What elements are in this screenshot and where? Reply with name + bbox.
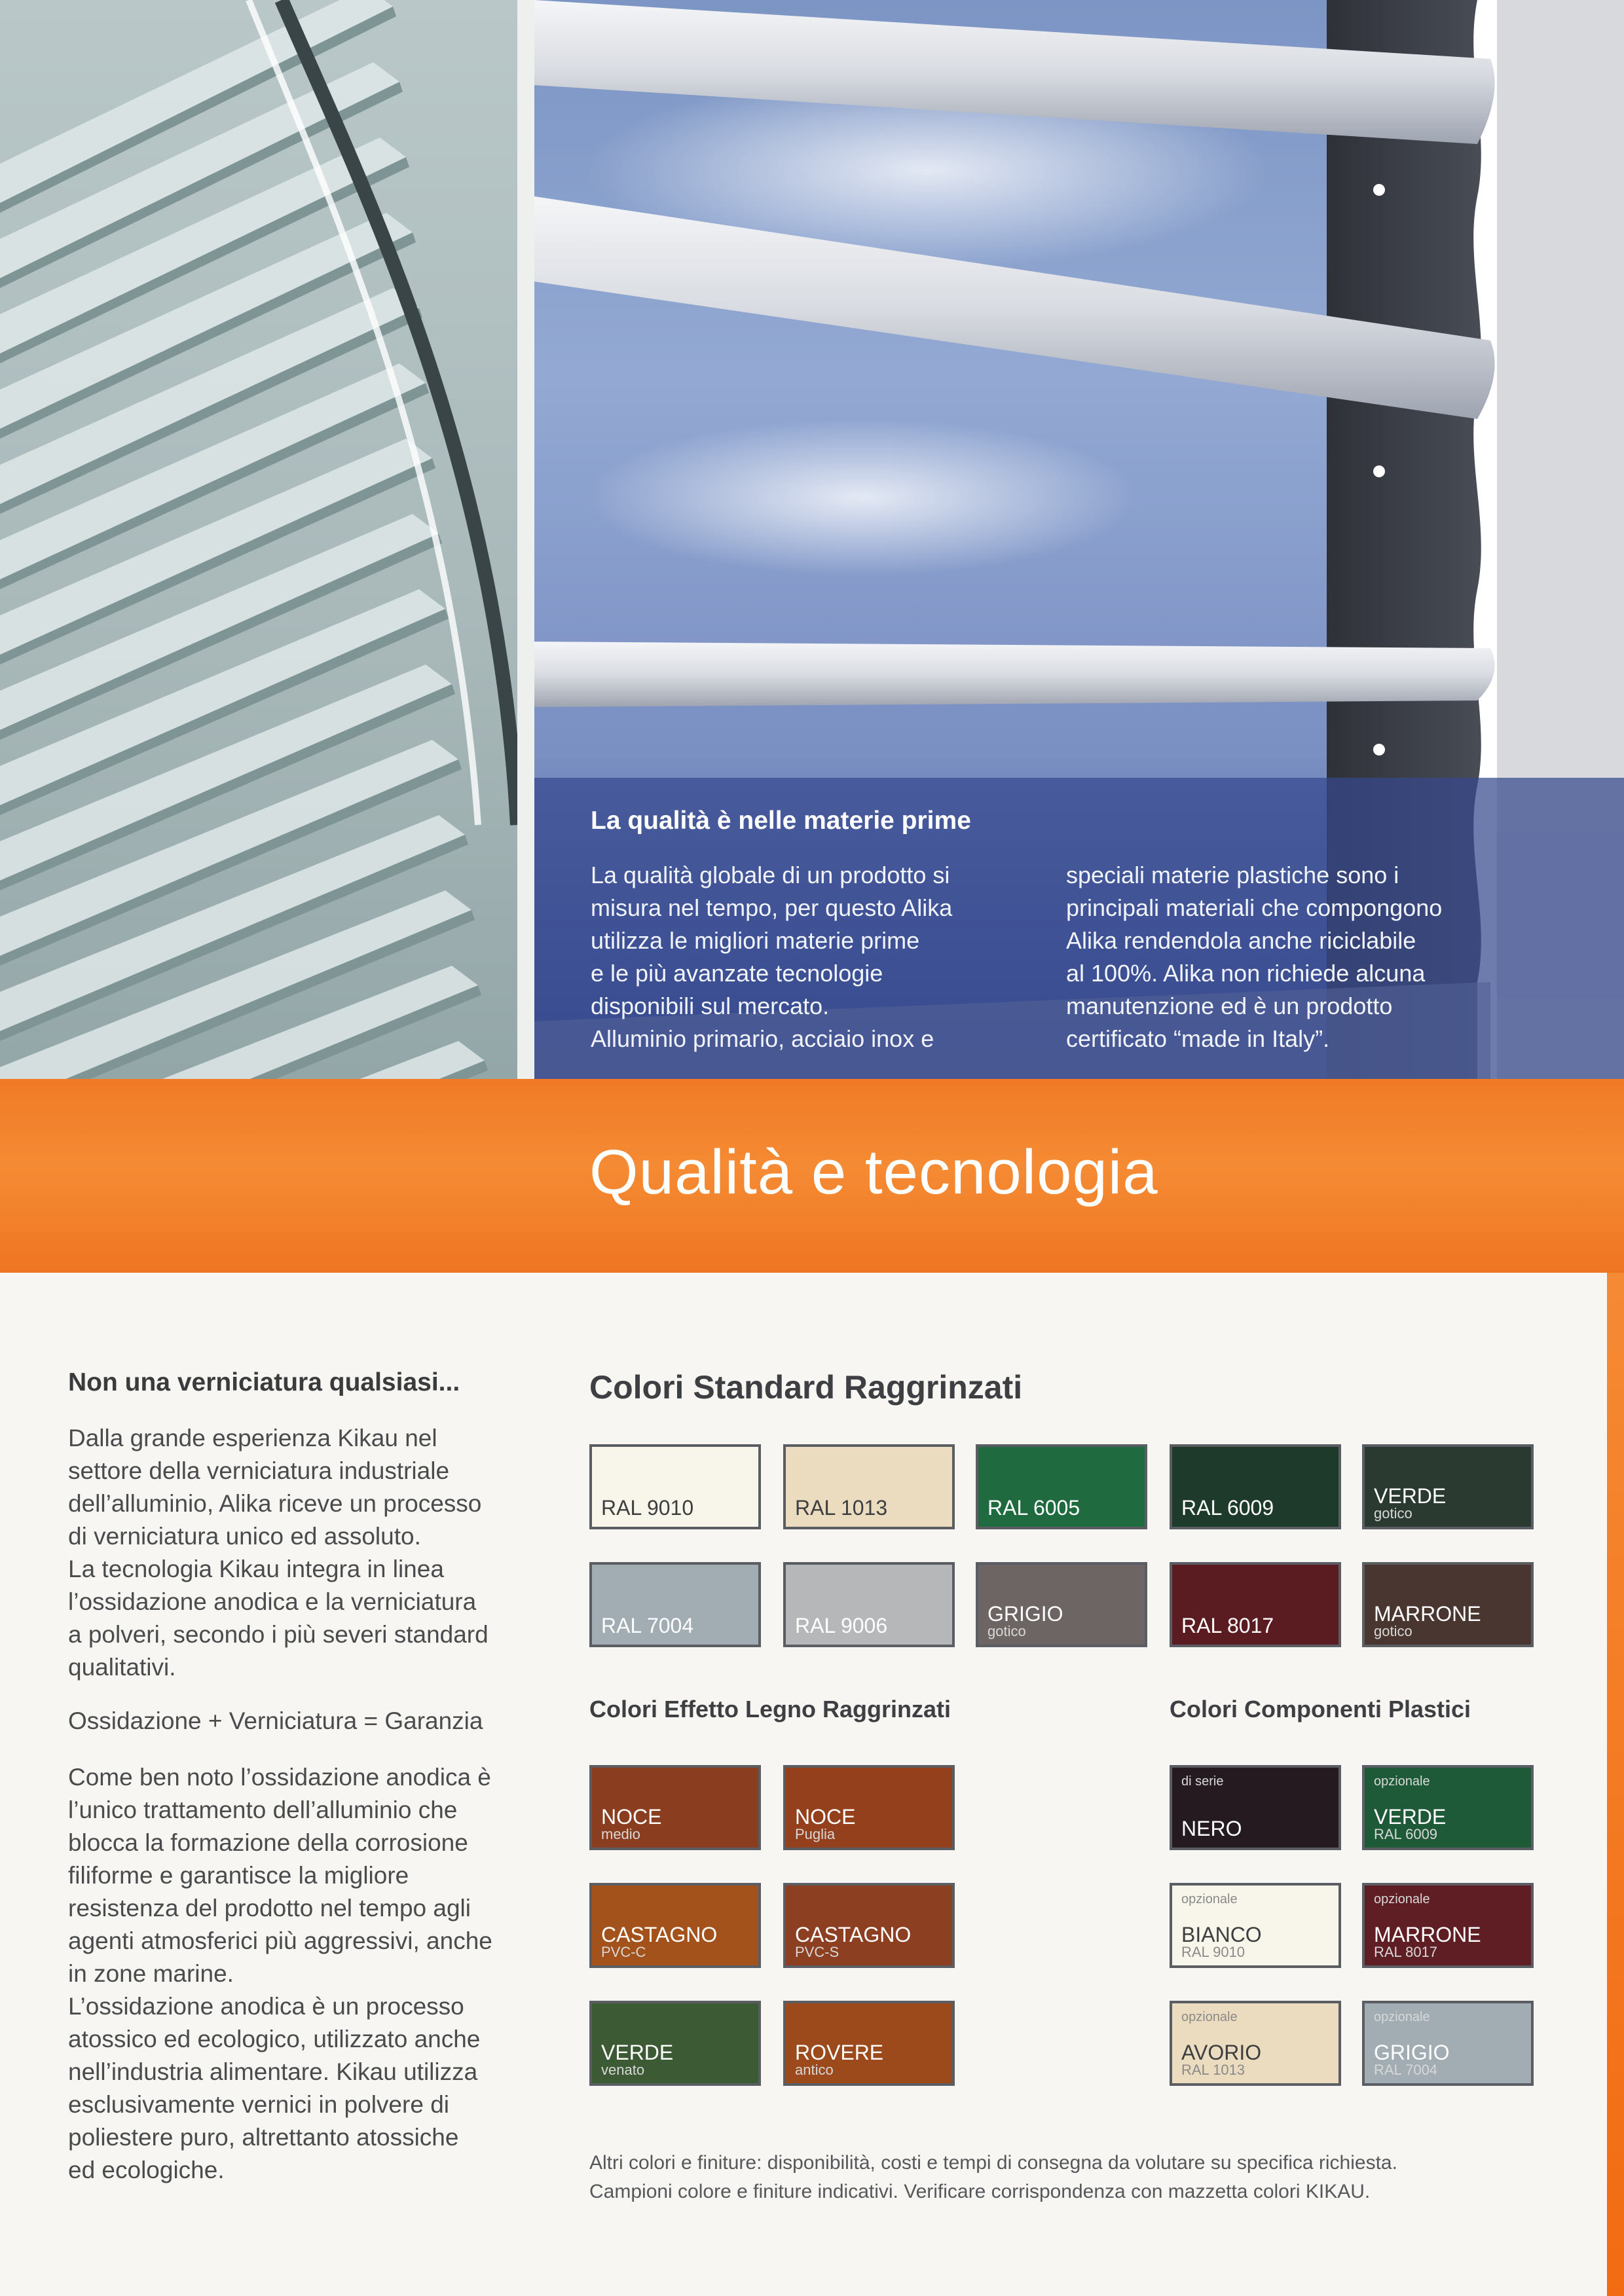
text-line: dell’alluminio, Alika riceve un processo <box>68 1490 482 1517</box>
text-line: l’unico trattamento dell’alluminio che <box>68 1796 458 1823</box>
paint-heading: Non una verniciatura qualsiasi... <box>68 1368 460 1396</box>
wood-colors-title: Colori Effetto Legno Raggrinzati <box>589 1696 951 1722</box>
text-line: e le più avanzate tecnologie <box>591 960 883 987</box>
swatch-availability: opzionale <box>1374 1892 1430 1906</box>
text-line: La tecnologia Kikau integra in linea <box>68 1556 444 1582</box>
paint-paragraph-1 <box>68 1422 553 1684</box>
swatch-name: BIANCO <box>1181 1923 1262 1946</box>
text-line: atossico ed ecologico, utilizzato anche <box>68 2026 481 2052</box>
text-line: disponibili sul mercato. <box>591 993 830 1019</box>
swatch-name: NERO <box>1181 1817 1242 1840</box>
text-line: manutenzione ed è un prodotto <box>1066 993 1393 1019</box>
footnote: Campioni colore e finiture indicativi. Verificare corrispondenza con mazzetta colori KIKAU. <box>589 2181 1371 2202</box>
text-line: principali materiali che compongono <box>1066 894 1443 921</box>
paint-paragraph-3 <box>68 1761 553 2187</box>
swatch-name: RAL 8017 <box>1181 1614 1274 1637</box>
text-line: resistenza del prodotto nel tempo agli <box>68 1895 471 1922</box>
photo-divider <box>517 0 534 1079</box>
swatch-name: MARRONE <box>1374 1923 1481 1946</box>
plastic-colors-title: Colori Componenti Plastici <box>1170 1696 1471 1722</box>
swatch-availability: opzionale <box>1181 1892 1238 1906</box>
swatch-subtitle: gotico <box>1374 1623 1412 1639</box>
standard-swatch <box>1362 1444 1534 1529</box>
wood-swatch <box>589 2001 761 2086</box>
text-line: qualitativi. <box>68 1654 176 1681</box>
swatch-subtitle: RAL 6009 <box>1374 1826 1438 1842</box>
swatch-name: RAL 6009 <box>1181 1496 1274 1520</box>
text-line: misura nel tempo, per questo Alika <box>591 894 953 921</box>
plastic-swatch <box>1170 1765 1341 1850</box>
standard-swatch <box>976 1562 1147 1647</box>
standard-swatch <box>1170 1444 1341 1529</box>
swatch-name: ROVERE <box>795 2041 884 2064</box>
text-line: Dalla grande esperienza Kikau nel <box>68 1425 437 1451</box>
wood-swatch <box>589 1883 761 1968</box>
text-line: blocca la formazione della corrosione <box>68 1829 468 1856</box>
swatch-name: RAL 6005 <box>987 1496 1080 1520</box>
swatch-subtitle: medio <box>601 1826 640 1842</box>
text-line: Come ben noto l’ossidazione anodica è <box>68 1764 491 1791</box>
swatch-name: RAL 9010 <box>601 1496 694 1520</box>
wood-swatch <box>589 1765 761 1850</box>
swatch-name: RAL 9006 <box>795 1614 888 1637</box>
swatch-availability: opzionale <box>1181 2010 1238 2024</box>
swatch-name: VERDE <box>1374 1484 1447 1508</box>
text-line: esclusivamente vernici in polvere di <box>68 2091 449 2118</box>
text-line: Alluminio primario, acciaio inox e <box>591 1025 934 1052</box>
plastic-swatch <box>1362 1883 1534 1968</box>
swatch-availability: di serie <box>1181 1774 1224 1789</box>
text-line: settore della verniciatura industriale <box>68 1457 450 1484</box>
section-title: Qualità e tecnologia <box>589 1137 1158 1207</box>
standard-swatch <box>1362 1562 1534 1647</box>
standard-colors-title: Colori Standard Raggrinzati <box>589 1369 1023 1406</box>
text-line: L’ossidazione anodica è un processo <box>68 1993 464 2020</box>
swatch-subtitle: antico <box>795 2062 834 2078</box>
swatch-name: CASTAGNO <box>795 1923 912 1946</box>
swatch-subtitle: Puglia <box>795 1826 836 1842</box>
text-line: utilizza le migliori materie prime <box>591 927 920 954</box>
standard-swatch <box>1170 1562 1341 1647</box>
text-line: in zone marine. <box>68 1960 234 1987</box>
swatch-name: RAL 7004 <box>601 1614 694 1637</box>
swatch-name: MARRONE <box>1374 1602 1481 1626</box>
swatch-name: GRIGIO <box>1374 2041 1450 2064</box>
swatch-subtitle: venato <box>601 2062 645 2078</box>
text-line: a polveri, secondo i più severi standard <box>68 1621 489 1648</box>
swatch-subtitle: PVC-C <box>601 1944 646 1960</box>
text-line: nell’industria alimentare. Kikau utilizza <box>68 2058 478 2085</box>
standard-swatch <box>783 1562 955 1647</box>
plastic-swatch <box>1362 2001 1534 2086</box>
text-line: La qualità globale di un prodotto si <box>591 862 950 888</box>
plastic-swatch <box>1170 2001 1341 2086</box>
swatch-subtitle: RAL 1013 <box>1181 2062 1246 2078</box>
plastic-swatch <box>1170 1883 1341 1968</box>
swatch-name: GRIGIO <box>987 1602 1063 1626</box>
swatch-availability: opzionale <box>1374 1774 1430 1789</box>
standard-swatch <box>783 1444 955 1529</box>
swatch-subtitle: RAL 8017 <box>1374 1944 1438 1960</box>
standard-swatch <box>589 1562 761 1647</box>
text-line: speciali materie plastiche sono i <box>1066 862 1399 888</box>
wood-swatch <box>783 1765 955 1850</box>
standard-swatch <box>976 1444 1147 1529</box>
orange-side-strip <box>1607 1273 1624 2296</box>
swatch-subtitle: gotico <box>1374 1505 1412 1522</box>
swatch-name: VERDE <box>601 2041 674 2064</box>
quality-title: La qualità è nelle materie prime <box>591 807 971 835</box>
quality-text-col1 <box>591 859 1036 1055</box>
text-line: ed ecologiche. <box>68 2157 225 2183</box>
text-line: poliestere puro, altrettanto atossiche <box>68 2124 459 2151</box>
swatch-subtitle: RAL 7004 <box>1374 2062 1438 2078</box>
swatch-subtitle: gotico <box>987 1623 1026 1639</box>
text-line: filiforme e garantisce la migliore <box>68 1862 409 1889</box>
swatch-name: AVORIO <box>1181 2041 1262 2064</box>
swatch-subtitle: RAL 9010 <box>1181 1944 1246 1960</box>
text-line: l’ossidazione anodica e la verniciatura <box>68 1588 477 1615</box>
text-line: agenti atmosferici più aggressivi, anche <box>68 1927 492 1954</box>
swatch-name: NOCE <box>795 1805 856 1829</box>
standard-swatch <box>589 1444 761 1529</box>
paint-formula: Ossidazione + Verniciatura = Garanzia <box>68 1707 483 1734</box>
quality-text-col2 <box>1066 859 1538 1055</box>
footnotes <box>589 2149 1397 2206</box>
swatch-name: CASTAGNO <box>601 1923 718 1946</box>
text-line: certificato “made in Italy”. <box>1066 1025 1330 1052</box>
text-line: Alika rendendola anche riciclabile <box>1066 927 1416 954</box>
swatch-subtitle: PVC-S <box>795 1944 840 1960</box>
wood-swatch <box>783 2001 955 2086</box>
plastic-swatch <box>1362 1765 1534 1850</box>
text-line: di verniciatura unico ed assoluto. <box>68 1523 421 1550</box>
footnote: Altri colori e finiture: disponibilità, costi e tempi di consegna da volutare su specifica richiesta. <box>589 2152 1397 2174</box>
swatch-name: NOCE <box>601 1805 662 1829</box>
text-line: al 100%. Alika non richiede alcuna <box>1066 960 1426 987</box>
swatch-name: RAL 1013 <box>795 1496 888 1520</box>
photo-louvers-curved <box>0 0 517 1079</box>
wood-swatch <box>783 1883 955 1968</box>
swatch-name: VERDE <box>1374 1805 1447 1829</box>
swatch-availability: opzionale <box>1374 2010 1430 2024</box>
